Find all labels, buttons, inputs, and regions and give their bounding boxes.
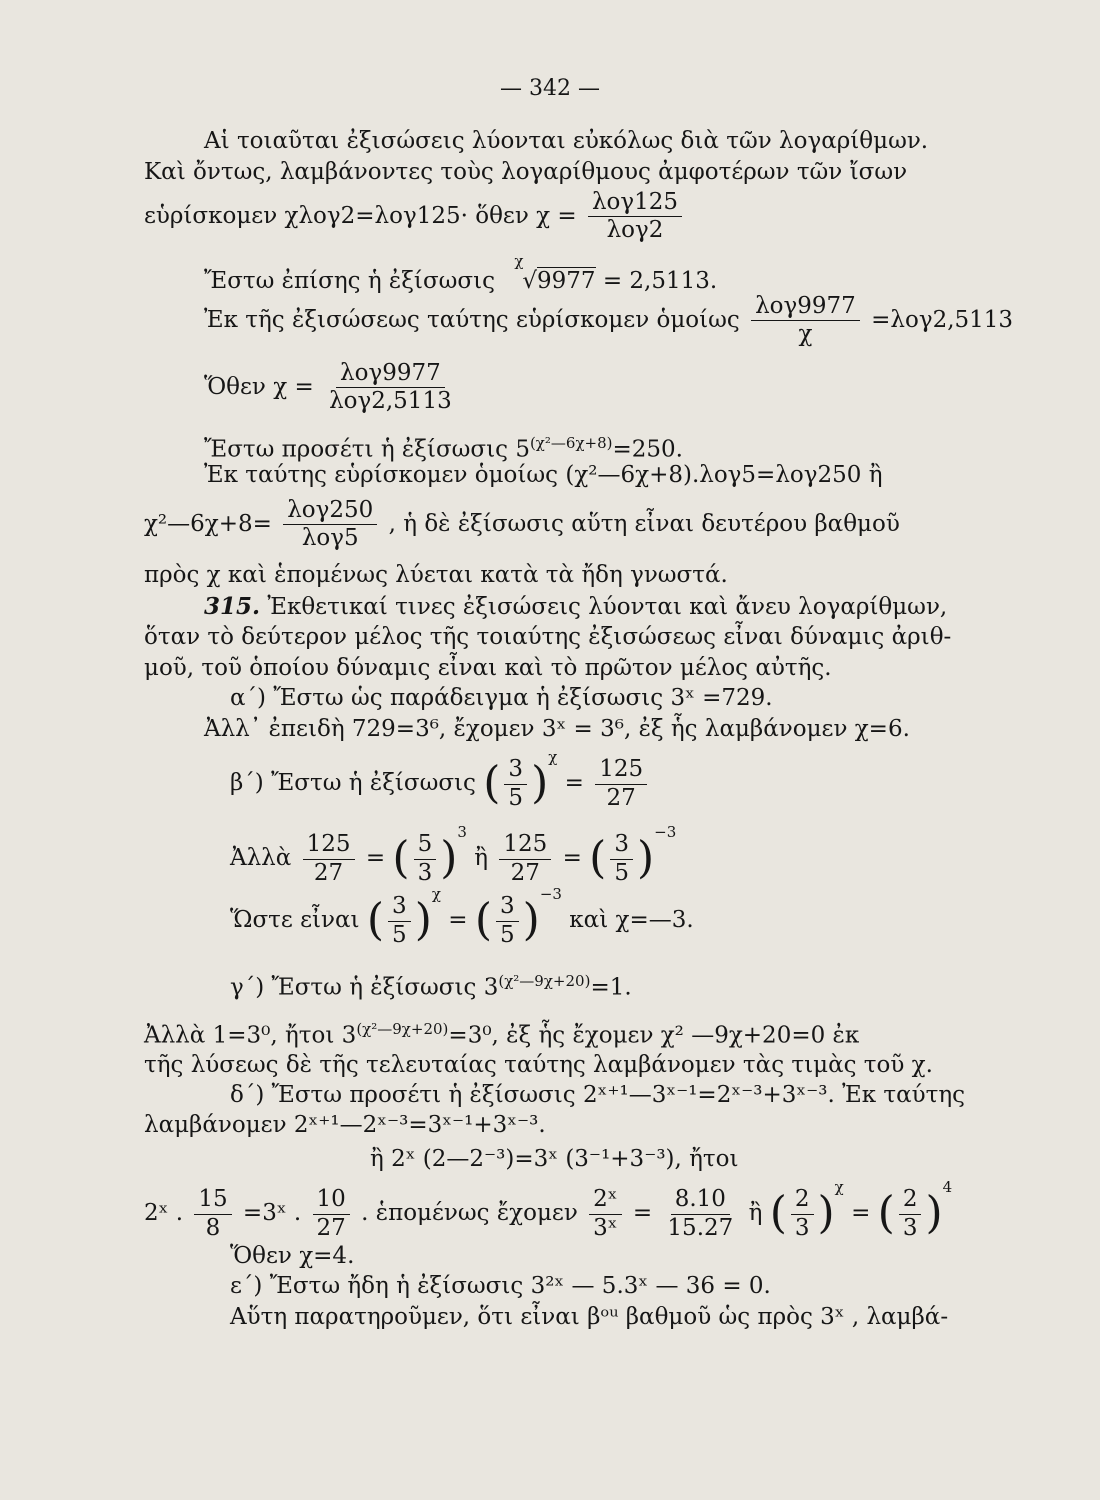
exponent: χ	[431, 885, 441, 903]
numerator: 125	[499, 832, 551, 859]
fraction	[595, 757, 647, 811]
right-paren: )	[817, 1187, 835, 1239]
denominator: 5	[392, 921, 407, 948]
exponent: (χ²—9χ+20)	[498, 972, 591, 990]
text-line: Καὶ ὄντως, λαμβάνοντες τοὺς λογαρίθμους ἀμφοτέρων τῶν ἴσων	[144, 159, 908, 185]
text: β΄) Ἔστω ἡ ἐξίσωσις	[230, 770, 476, 796]
denominator: 5	[614, 859, 629, 886]
text-line: ὅταν τὸ δεύτερον μέλος τῆς τοιαύτης ἐξισώσεως εἶναι δύναμις ἀριθ-	[144, 624, 952, 650]
text: Ἀλλὰ	[230, 845, 292, 871]
numerator: 10	[313, 1187, 350, 1214]
radicand: 9977	[536, 268, 596, 294]
equation-line	[204, 434, 683, 464]
equation-line	[144, 498, 900, 552]
text: . ἑπομένως ἔχομεν	[361, 1200, 578, 1226]
text: =1.	[590, 974, 632, 1001]
numerator: 2	[791, 1187, 814, 1214]
numerator: 3	[388, 894, 411, 921]
left-paren: (	[392, 832, 410, 884]
text: Ὥστε εἶναι	[230, 907, 360, 933]
text: ἢ	[474, 845, 489, 871]
fraction	[414, 832, 437, 886]
right-paren: )	[440, 832, 458, 884]
fraction	[325, 361, 456, 415]
text: Ὅθεν χ =	[204, 373, 314, 400]
exponent: −3	[654, 823, 677, 841]
fraction	[496, 894, 519, 948]
equation-line	[144, 190, 686, 244]
text: καὶ χ=—3.	[569, 907, 694, 933]
text: Ἀλλὰ 1=3⁰, ἤτοι 3	[144, 1022, 357, 1049]
denominator: 27	[510, 859, 540, 886]
numerator: 3	[610, 832, 633, 859]
text: =λογ2,5113	[871, 306, 1014, 333]
text-line: τῆς λύσεως δὲ τῆς τελευταίας ταύτης λαμβάνομεν τὰς τιμὰς τοῦ χ.	[144, 1052, 933, 1078]
left-paren: (	[366, 894, 385, 946]
left-paren: (	[877, 1187, 895, 1239]
text: ἢ	[748, 1200, 763, 1226]
radical-index: χ	[514, 252, 524, 270]
numerator: λογ125	[588, 190, 682, 217]
numerator: 2ˣ	[589, 1187, 621, 1214]
denominator: 5	[500, 921, 515, 948]
fraction	[588, 190, 682, 244]
numerator: 125	[303, 832, 355, 859]
numerator: λογ250	[283, 498, 377, 525]
fraction	[610, 832, 633, 886]
text: 2ˣ .	[144, 1200, 184, 1226]
equation-line	[230, 972, 632, 1002]
right-paren: )	[531, 757, 549, 809]
radical	[514, 252, 596, 296]
text: =3⁰, ἐξ ἧς ἔχομεν χ² —9χ+20=0 ἐκ	[448, 1022, 860, 1049]
numerator: λογ9977	[336, 361, 445, 388]
paragraph-start	[204, 593, 947, 622]
exponent: −3	[539, 885, 562, 903]
denominator: 27	[313, 859, 344, 886]
text-line: πρὸς χ καὶ ἑπομένως λύεται κατὰ τὰ ἤδη γνωστά.	[144, 562, 728, 588]
denominator: λογ2,5113	[329, 388, 452, 415]
denominator: 27	[316, 1214, 346, 1241]
left-paren: (	[483, 757, 501, 809]
fraction	[303, 832, 355, 886]
denominator: 3	[794, 1214, 810, 1241]
text-line: Αἱ τοιαῦται ἐξισώσεις λύονται εὐκόλως διὰ τῶν λογαρίθμων.	[204, 128, 929, 154]
numerator: 125	[595, 757, 647, 784]
text-line: Αὕτη παρατηροῦμεν, ὅτι εἶναι βᵒᵘ βαθμοῦ ὡς πρὸς 3ˣ , λαμβά-	[230, 1304, 949, 1330]
text-line: μοῦ, τοῦ ὁποίου δύναμις εἶναι καὶ τὸ πρῶτον μέλος αὐτῆς.	[144, 655, 832, 681]
text: = 2,5113.	[602, 268, 718, 294]
text: =	[632, 1200, 653, 1226]
numerator: 2	[899, 1187, 922, 1214]
fraction	[283, 498, 377, 552]
text: =	[564, 770, 584, 796]
numerator: 5	[414, 832, 437, 859]
exponent: χ	[548, 748, 558, 766]
fraction	[751, 294, 860, 348]
text-line: Ἀλλ᾽ ἐπειδὴ 729=3⁶, ἔχομεν 3ˣ = 3⁶, ἐξ ἧς λαμβάνομεν χ=6.	[204, 716, 910, 742]
text-line: δ΄) Ἔστω προσέτι ἡ ἐξίσωσις 2ˣ⁺¹—3ˣ⁻¹=2ˣ⁻³+3ˣ⁻³. Ἐκ ταύτης	[230, 1082, 966, 1108]
text-line: ἢ 2ˣ (2—2⁻³)=3ˣ (3⁻¹+3⁻³), ἤτοι	[370, 1146, 739, 1172]
left-paren: (	[769, 1187, 787, 1239]
denominator: 3ˣ	[593, 1214, 618, 1241]
fraction	[194, 1187, 231, 1241]
denominator: 27	[606, 784, 636, 811]
left-paren: (	[474, 894, 493, 946]
numerator: λογ9977	[751, 294, 860, 321]
text: χ²—6χ+8=	[144, 510, 272, 537]
equation-line	[230, 748, 651, 811]
equation-line: 2ˣ . $\frac{15}{8}$ =3ˣ . $\frac{10}{27}$ . ἑπομένως ἔχομεν $\frac{\text{2ˣ}}{\text{3ˣ}}$ = $\frac{8.10}{15.27}$ ἢ ( $\frac{2}{3}$ )$^\chi$ = ( $\frac{2}{3}$ )$^4$	[144, 1178, 953, 1241]
text: Ἐκθετικαί τινες ἐξισώσεις λύονται καὶ ἄνευ λογαρίθμων,	[260, 594, 948, 620]
fraction	[499, 832, 551, 886]
equation-line	[204, 252, 718, 296]
right-paren: )	[636, 832, 655, 884]
numerator: 8.10	[671, 1187, 730, 1214]
denominator: 8	[205, 1214, 221, 1241]
numerator: 3	[496, 894, 519, 921]
text: =3ˣ .	[242, 1200, 302, 1226]
right-paren: )	[925, 1187, 943, 1239]
exponent: 4	[942, 1178, 953, 1196]
equation-line: Ἀλλὰ $\frac{125}{27}$ = ( $\frac{5}{3}$ )$^3$ ἢ $\frac{125}{27}$ = ( $\frac{3}{5}$ )$^{-3}$	[230, 823, 677, 886]
text: Ἐκ τῆς ἐξισώσεως ταύτης εὑρίσκομεν ὁμοίως	[204, 306, 740, 333]
section-number: 315.	[204, 593, 261, 620]
numerator: 15	[194, 1187, 231, 1214]
denominator: λογ2	[606, 217, 664, 244]
text: Ἔστω ἐπίσης ἡ ἐξίσωσις	[204, 268, 496, 294]
fraction	[313, 1187, 350, 1241]
denominator: 15.27	[667, 1214, 734, 1241]
text-line: Ἐκ ταύτης εὑρίσκομεν ὁμοίως (χ²—6χ+8).λογ5=λογ250 ἢ	[204, 462, 883, 488]
text-line: λαμβάνομεν 2ˣ⁺¹—2ˣ⁻³=3ˣ⁻¹+3ˣ⁻³.	[144, 1112, 546, 1138]
left-paren: (	[589, 832, 607, 884]
text-line: Ὅθεν χ=4.	[230, 1243, 355, 1269]
equation-line	[144, 1020, 859, 1050]
fraction	[663, 1187, 737, 1241]
text: , ἡ δὲ ἐξίσωσις αὕτη εἶναι δευτέρου βαθμοῦ	[388, 510, 900, 537]
numerator: 3	[504, 757, 527, 784]
text: =250.	[612, 436, 683, 463]
denominator: χ	[798, 321, 813, 348]
equation-line	[204, 294, 1013, 348]
right-paren: )	[414, 894, 432, 946]
exponent: 3	[457, 823, 467, 841]
fraction	[589, 1187, 621, 1241]
denominator: 5	[508, 784, 524, 811]
fraction	[504, 757, 527, 811]
text: Ἔστω προσέτι ἡ ἐξίσωσις 5	[204, 436, 530, 463]
exponent: (χ²—9χ+20)	[356, 1020, 449, 1038]
page-number: — 342 —	[500, 76, 600, 101]
equation-line	[204, 361, 460, 415]
exponent: χ	[834, 1178, 844, 1196]
fraction	[899, 1187, 922, 1241]
radical-sign: √	[522, 268, 537, 294]
right-paren: )	[522, 894, 540, 946]
text: γ΄) Ἔστω ἡ ἐξίσωσις 3	[230, 974, 499, 1001]
fraction	[388, 894, 411, 948]
denominator: 3	[417, 859, 433, 886]
fraction	[791, 1187, 814, 1241]
text-line: α΄) Ἔστω ὡς παράδειγμα ἡ ἐξίσωσις 3ˣ =729.	[230, 685, 773, 711]
denominator: 3	[902, 1214, 918, 1241]
exponent: (χ²—6χ+8)	[529, 434, 613, 452]
text-line: ε΄) Ἔστω ἤδη ἡ ἐξίσωσις 3²ˣ — 5.3ˣ — 36 = 0.	[230, 1273, 771, 1299]
denominator: λογ5	[301, 525, 359, 552]
text: εὑρίσκομεν χλογ2=λογ125· ὅθεν χ =	[144, 202, 577, 229]
equation-line: Ὥστε εἶναι ( $\frac{3}{5}$ )$^\chi$ = ( $\frac{3}{5}$ )$^{-3}$ καὶ χ=—3.	[230, 885, 694, 948]
